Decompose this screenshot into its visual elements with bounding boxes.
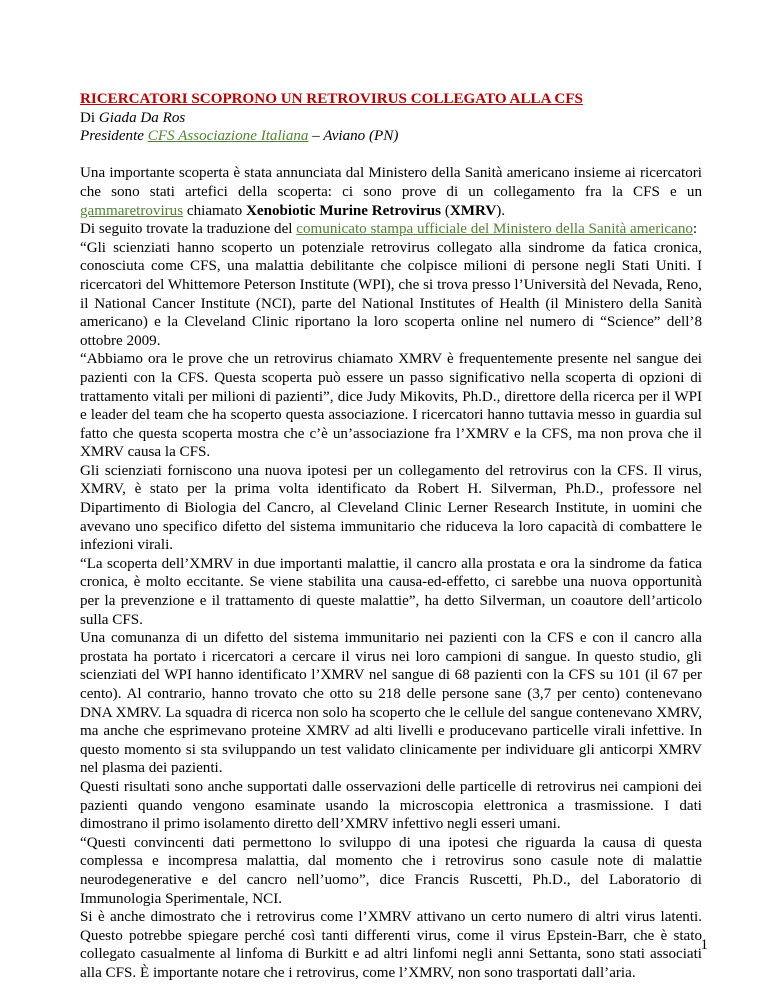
body-paragraph-8: Si è anche dimostrato che i retrovirus come l’XMRV attivano un certo numero di altri virus latenti. Questo potrebbe spiegare perché così tanti differenti virus, come il virus Epstein-Barr, che è stato collegato casualmente al linfoma di Burkitt e ad altri linfomi negli anni Settanta, sono stati associati alla CFS. È importante notare che i retrovirus, come l’XMRV, non sono trasportati dall’aria. xyxy=(80,909,702,981)
translation-text-b: : xyxy=(692,221,698,238)
document-page xyxy=(80,90,702,983)
intro-text-a: Una importante scoperta è stata annunciata dal Ministero della Sanità americano insieme ai ricercatori che sono stati artefici della scoperta: ci sono prove di un collegamento fra la CFS e un xyxy=(80,165,702,200)
byline xyxy=(80,109,702,128)
body-paragraph-2: “Abbiamo ora le prove che un retrovirus chiamato XMRV è frequentemente presente nel sangue dei pazienti con la CFS. Questa scoperta può essere un passo significativo nella scoperta di opzioni di trattamento vitali per milioni di pazienti”, dice Judy Mikovits, Ph.D., direttore della ricerca per il WPI e leader del team che ha scoperto questa associazione. I ricercatori hanno tuttavia messo in guardia sul fatto che questa scoperta mostra che c’è un’associazione fra l’XMRV e la CFS, ma non prova che il XMRV causa la CFS. xyxy=(80,351,702,461)
virus-abbr: XMRV xyxy=(449,202,497,219)
virus-name: Xenobiotic Murine Retrovirus xyxy=(245,202,442,219)
body-paragraph-1: “Gli scienziati hanno scoperto un potenziale retrovirus collegato alla sindrome da fatica cronica, conosciuta come CFS, una malattia debilitante che colpisce milioni di persone negli Stati Uniti. I ricercatori del Whittemore Peterson Institute (WPI), che si trova presso l’Università del Nevada, Reno, il National Cancer Institute (NCI), parte del National Institutes of Health (il Ministero della Sanità americano) e la Cleveland Clinic riportano la loro scoperta online nel numero di “Science” dell’8 ottobre 2009. xyxy=(80,239,702,349)
intro-text-c: ( xyxy=(441,202,450,219)
author-name: Giada Da Ros xyxy=(98,109,186,126)
title-link[interactable]: RICERCATORI SCOPRONO UN RETROVIRUS COLLEGATO ALLA CFS xyxy=(80,91,583,107)
intro-paragraph xyxy=(80,164,702,220)
intro-text-d: ). xyxy=(496,202,506,219)
gammaretrovirus-link[interactable]: gammaretrovirus xyxy=(80,202,184,219)
translation-text-a: Di seguito trovate la traduzione del xyxy=(80,221,297,238)
author-location: – Aviano (PN) xyxy=(308,128,399,145)
association-link[interactable]: CFS Associazione Italiana xyxy=(147,128,309,145)
body-paragraph-4: “La scoperta dell’XMRV in due importanti malattie, il cancro alla prostata e ora la sindrome da fatica cronica, è molto eccitante. Se viene stabilita una causa-ed-effetto, ci sarebbe una nuova opportunità per la prevenzione e il trattamento di queste malattie”, ha detto Silverman, un coautore dell’articolo sulla CFS. xyxy=(80,555,702,628)
author-role-line xyxy=(80,127,702,146)
body-paragraph-6: Questi risultati sono anche supportati dalle osservazioni delle particelle di retrovirus nei campioni dei pazienti quando vengono esaminate usando la microscopia elettronica a trasmissione. I dati dimostrano il primo isolamento diretto dell’XMRV infettivo negli esseri umani. xyxy=(80,778,702,833)
page-number: 1 xyxy=(700,937,708,953)
press-release-link[interactable]: comunicato stampa ufficiale del Ministero della Sanità americano xyxy=(296,221,693,238)
body-paragraph-7: “Questi convincenti dati permettono lo sviluppo di una ipotesi che riguarda la causa di questa complessa e incompresa malattia, dal momento che i retrovirus sono casule note di malattie neurodegenerative e del cancro nell’uomo”, dice Francis Ruscetti, Ph.D., del Laboratorio di Immunologia Sperimentale, NCI. xyxy=(80,834,702,907)
body-paragraph-3: Gli scienziati forniscono una nuova ipotesi per un collegamento del retrovirus con la CFS. Il virus, XMRV, è stato per la prima volta identificato da Robert H. Silverman, Ph.D., professore nel Dipartimento di Biologia del Cancro, al Cleveland Clinic Lerner Research Institute, in uomini che avevano uno specifico difetto del sistema immunitario che riduceva la loro capacità di combattere le infezioni virali. xyxy=(80,462,702,554)
intro-text-b: chiamato xyxy=(183,202,246,219)
author-role: Presidente xyxy=(80,128,148,145)
body-paragraph-5: Una comunanza di un difetto del sistema immunitario nei pazienti con la CFS e con il cancro alla prostata ha portato i ricercatori a cercare il virus nei loro campioni di sangue. In questo studio, gli scienziati del WPI hanno identificato l’XMRV nel sangue di 68 pazienti con la CFS su 101 (il 67 per cento). Al contrario, hanno trovato che otto su 218 delle persone sane (3,7 per cento) contenevano DNA XMRV. La squadra di ricerca non solo ha scoperto che le cellule del sangue contenevano XMRV, ma anche che esprimevano proteine XMRV ad alti livelli e producevano particelle virali infettive. In questo momento si sta sviluppando un test validato clinicamente per individuare gli anticorpi XMRV nel plasma dei pazienti. xyxy=(80,630,702,777)
byline-prefix: Di xyxy=(80,109,99,126)
article-title xyxy=(80,90,702,109)
translation-paragraph xyxy=(80,220,702,239)
